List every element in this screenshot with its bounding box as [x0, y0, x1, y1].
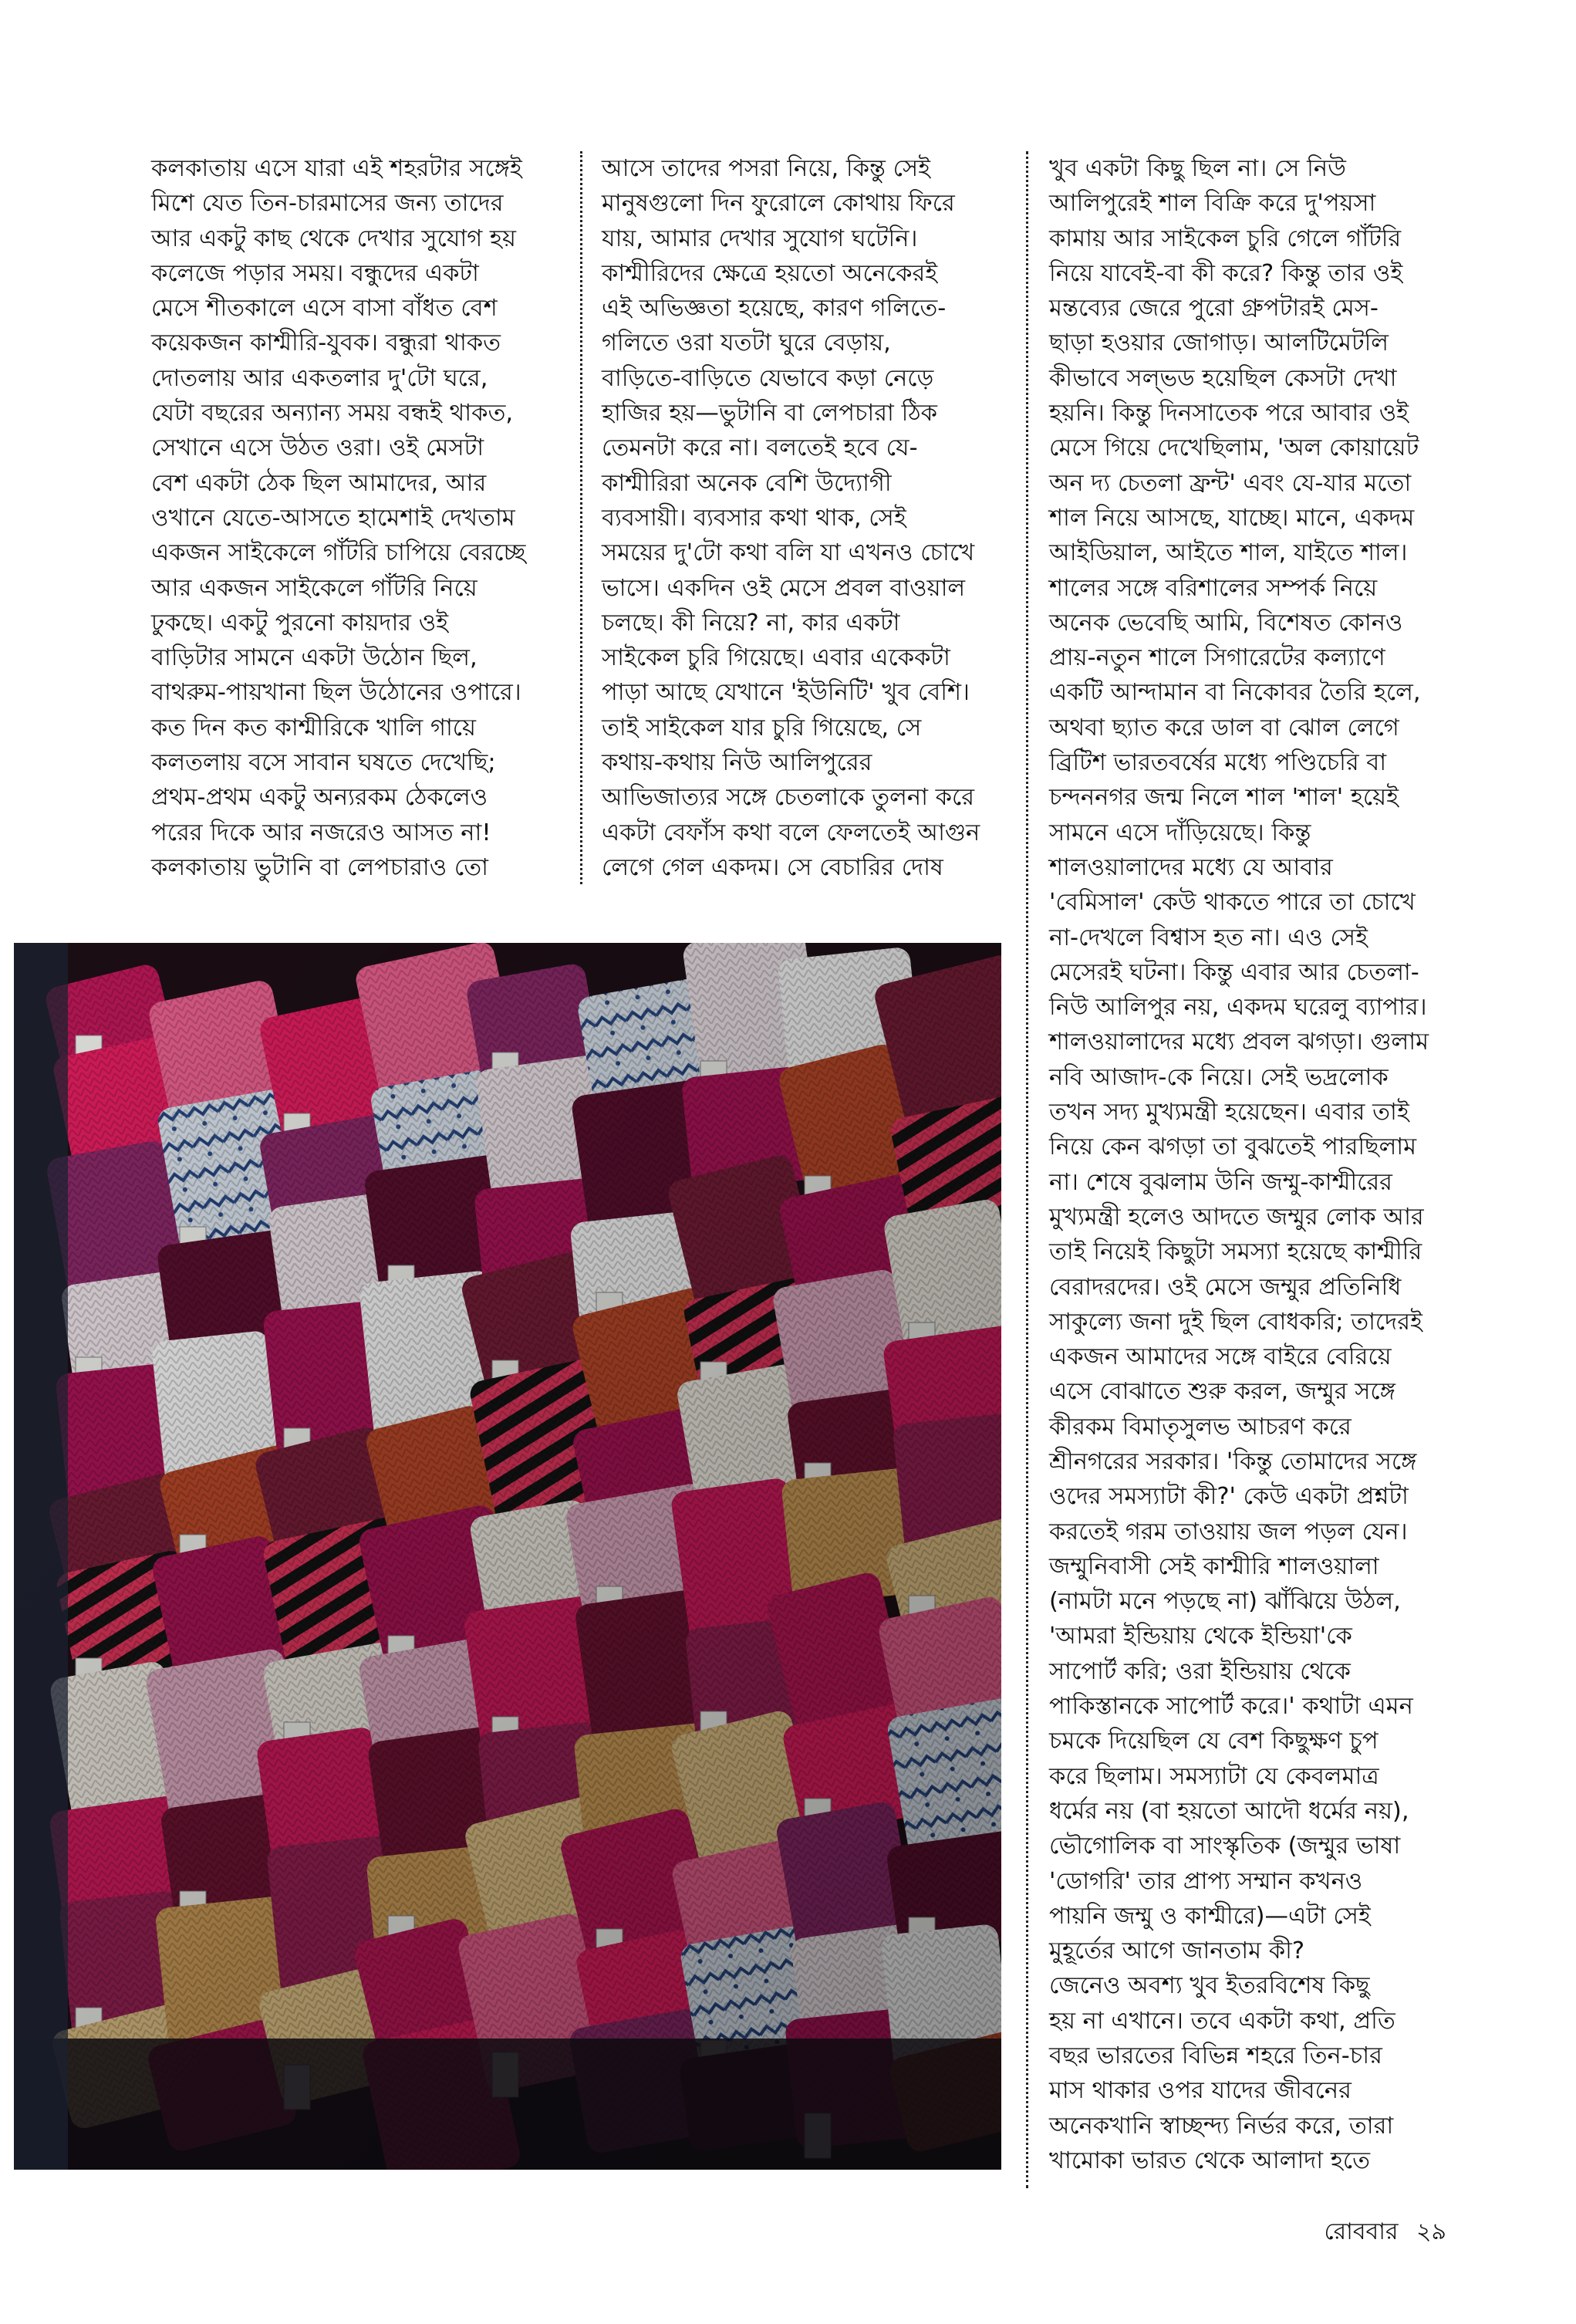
article-line: ওখানে যেতে-আসতে হামেশাই দেখতাম	[151, 504, 515, 532]
article-line: কাশ্মীরিরা অনেক বেশি উদ্যোগী	[602, 469, 892, 497]
article-line: মেসেরই ঘটনা। কিন্তু এবার আর চেতলা-	[1049, 958, 1419, 986]
article-line: গলিতে ওরা যতটা ঘুরে বেড়ায়,	[602, 329, 891, 357]
photo-illustration	[14, 943, 1001, 2170]
article-line: বাথরুম-পায়খানা ছিল উঠোনের ওপারে।	[151, 679, 521, 707]
article-line: নিয়ে যাবেই-বা কী করে? কিন্তু তার ওই	[1049, 259, 1403, 287]
article-line: বেরাদরদের। ওই মেসে জম্মুর প্রতিনিধি	[1049, 1273, 1402, 1301]
article-line: চমকে দিয়েছিল যে বেশ কিছুক্ষণ চুপ	[1049, 1728, 1379, 1755]
article-line: কয়েকজন কাশ্মীরি-যুবক। বন্ধুরা থাকত	[151, 329, 501, 357]
article-line: বাড়িতে-বাড়িতে যেভাবে কড়া নেড়ে	[602, 364, 934, 392]
article-line: করতেই গরম তাওয়ায় জল পড়ল যেন।	[1049, 1518, 1408, 1545]
article-line: শালের সঙ্গে বরিশালের সম্পর্ক নিয়ে	[1049, 574, 1378, 602]
column-divider-1	[580, 151, 582, 884]
article-line: আইডিয়াল, আইতে শাল, যাইতে শাল।	[1049, 539, 1408, 567]
article-line: শালওয়ালাদের মধ্যে প্রবল ঝগড়া। গুলাম	[1049, 1029, 1429, 1056]
article-line: অনেক ভেবেছি আমি, বিশেষত কোনও	[1049, 609, 1403, 637]
article-line: মেসে গিয়ে দেখেছিলাম, 'অল কোয়ায়েট	[1049, 434, 1419, 462]
article-line: কাশ্মীরিদের ক্ষেত্রে হয়তো অনেকেরই	[602, 259, 938, 287]
article-line: সাপোর্ট করি; ওরা ইন্ডিয়ায় থেকে	[1049, 1657, 1351, 1685]
article-line: পাড়া আছে যেখানে 'ইউনিটি' খুব বেশি।	[602, 679, 970, 707]
article-line: 'আমরা ইন্ডিয়ায় থেকে ইন্ডিয়া'কে	[1049, 1623, 1352, 1650]
article-line: পাকিস্তানকে সাপোর্ট করে।' কথাটা এমন	[1049, 1693, 1413, 1721]
article-line: দোতলায় আর একতলার দু'টো ঘরে,	[151, 364, 488, 392]
article-line: কলকাতায় ভুটানি বা লেপচারাও তো	[151, 853, 488, 881]
article-line: সাইকেল চুরি গিয়েছে। এবার একেকটা	[602, 644, 950, 672]
page-footer	[1324, 2213, 1446, 2252]
photo-woolen-garments	[14, 943, 1001, 2170]
article-line: আলিপুরেই শাল বিক্রি করে দু'পয়সা	[1049, 190, 1376, 218]
article-line: সেখানে এসে উঠত ওরা। ওই মেসটা	[151, 434, 484, 462]
article-line: পায়নি জম্মু ও কাশ্মীরে)—এটা সেই	[1049, 1902, 1371, 1930]
article-line: অথবা ছ্যাত করে ডাল বা ঝোল লেগে	[1049, 714, 1399, 741]
article-line: করে ছিলাম। সমস্যাটা যে কেবলমাত্র	[1049, 1762, 1379, 1790]
article-line: আসে তাদের পসরা নিয়ে, কিন্তু সেই	[602, 155, 931, 182]
article-line: শালওয়ালাদের মধ্যে যে আবার	[1049, 853, 1333, 881]
article-line: অনেকখানি স্বাচ্ছন্দ্য নির্ভর করে, তারা	[1049, 2112, 1394, 2140]
article-line: ব্যবসায়ী। ব্যবসার কথা থাক, সেই	[602, 504, 906, 532]
article-line: কলকাতায় এসে যারা এই শহরটার সঙ্গেই	[151, 155, 522, 182]
article-line: এসে বোঝাতে শুরু করল, জম্মুর সঙ্গে	[1049, 1378, 1395, 1406]
article-line: ধর্মের নয় (বা হয়তো আদৌ ধর্মের নয়),	[1049, 1797, 1409, 1825]
article-line: একজন সাইকেলে গাঁটরি চাপিয়ে বেরচ্ছে	[151, 539, 526, 567]
article-line: হয় না এখানে। তবে একটা কথা, প্রতি	[1049, 2007, 1395, 2035]
article-line: একটি আন্দামান বা নিকোবর তৈরি হলে,	[1049, 679, 1421, 707]
article-line: জম্মুনিবাসী সেই কাশ্মীরি শালওয়ালা	[1049, 1552, 1379, 1580]
article-line: কীরকম বিমাতৃসুলভ আচরণ করে	[1049, 1413, 1352, 1441]
article-line: প্রায়-নতুন শালে সিগারেটের কল্যাণে	[1049, 644, 1385, 672]
article-line: ভৌগোলিক বা সাংস্কৃতিক (জম্মুর ভাষা	[1049, 1833, 1401, 1860]
article-line: বাড়িটার সামনে একটা উঠোন ছিল,	[151, 644, 478, 672]
article-column-3	[1049, 151, 1443, 2178]
article-line: ব্রিটিশ ভারতবর্ষের মধ্যে পণ্ডিচেরি বা	[1049, 749, 1387, 777]
article-line: কলতলায় বসে সাবান ঘষতে দেখেছি;	[151, 749, 496, 777]
article-line: শ্রীনগরের সরকার। 'কিন্তু তোমাদের সঙ্গে	[1049, 1447, 1417, 1475]
article-line: জেনেও অবশ্য খুব ইতরবিশেষ কিছু	[1049, 1972, 1370, 2000]
article-column-1	[151, 151, 568, 885]
article-line: হাজির হয়—ভুটানি বা লেপচারা ঠিক	[602, 400, 937, 427]
article-line: মানুষগুলো দিন ফুরোলে কোথায় ফিরে	[602, 190, 955, 218]
article-line: না-দেখলে বিশ্বাস হত না। এও সেই	[1049, 924, 1368, 951]
article-line: (নামটা মনে পড়ছে না) ঝাঁঝিয়ে উঠল,	[1049, 1588, 1401, 1616]
article-line: অন দ্য চেতলা ফ্রন্ট' এবং যে-যার মতো	[1049, 469, 1412, 497]
article-line: পরের দিকে আর নজরেও আসত না!	[151, 819, 491, 846]
article-line: তখন সদ্য মুখ্যমন্ত্রী হয়েছেন। এবার তাই	[1049, 1099, 1409, 1127]
article-line: বছর ভারতের বিভিন্ন শহরে তিন-চার	[1049, 2042, 1382, 2070]
article-line: একটা বেফাঁস কথা বলে ফেলতেই আগুন	[602, 819, 980, 846]
article-line: মেসে শীতকালে এসে বাসা বাঁধত বেশ	[151, 295, 498, 323]
article-line: খুব একটা কিছু ছিল না। সে নিউ	[1049, 155, 1346, 182]
article-line: মন্তব্যের জেরে পুরো গ্রুপটারই মেস-	[1049, 295, 1379, 323]
article-line: মাস থাকার ওপর যাদের জীবনের	[1049, 2077, 1352, 2105]
article-line: কলেজে পড়ার সময়। বন্ধুদের একটা	[151, 259, 479, 287]
article-line: লেগে গেল একদম। সে বেচারির দোষ	[602, 853, 943, 881]
article-line: একজন আমাদের সঙ্গে বাইরে বেরিয়ে	[1049, 1343, 1392, 1371]
article-line: কামায় আর সাইকেল চুরি গেলে গাঁটরি	[1049, 225, 1402, 252]
magazine-name: রোববার	[1324, 2218, 1399, 2245]
article-line: আর একটু কাছ থেকে দেখার সুযোগ হয়	[151, 225, 516, 252]
article-line: খামোকা ভারত থেকে আলাদা হতে	[1049, 2147, 1371, 2174]
article-line: ওদের সমস্যাটা কী?' কেউ একটা প্রশ্নটা	[1049, 1483, 1409, 1511]
article-line: নিউ আলিপুর নয়, একদম ঘরেলু ব্যাপার।	[1049, 994, 1427, 1022]
article-line: না। শেষে বুঝলাম উনি জম্মু-কাশ্মীরের	[1049, 1168, 1392, 1196]
article-line: কীভাবে সল্‌ভড হয়েছিল কেসটা দেখা	[1049, 364, 1397, 392]
article-line: যায়, আমার দেখার সুযোগ ঘটেনি।	[602, 225, 918, 252]
article-line: আর একজন সাইকেলে গাঁটরি নিয়ে	[151, 574, 478, 602]
article-column-2	[602, 151, 1003, 885]
article-line: তেমনটা করে না। বলতেই হবে যে-	[602, 434, 918, 462]
article-line: যেটা বছরের অন্যান্য সময় বন্ধই থাকত,	[151, 400, 514, 427]
article-line: সাকুল্যে জনা দুই ছিল বোধকরি; তাদেরই	[1049, 1308, 1422, 1336]
article-line: 'ডোগরি' তার প্রাপ্য সম্মান কখনও	[1049, 1867, 1363, 1895]
article-line: প্রথম-প্রথম একটু অন্যরকম ঠেকলেও	[151, 784, 488, 812]
article-line: কথায়-কথায় নিউ আলিপুরের	[602, 749, 872, 777]
article-line: ভাসে। একদিন ওই মেসে প্রবল বাওয়াল	[602, 574, 966, 602]
page-number: ২৯	[1416, 2218, 1446, 2245]
article-line: ছাড়া হওয়ার জোগাড়। আলটিমেটলি	[1049, 329, 1389, 357]
article-line: ঢুকছে। একটু পুরনো কায়দার ওই	[151, 609, 449, 637]
article-line: মুখ্যমন্ত্রী হলেও আদতে জম্মুর লোক আর	[1049, 1203, 1424, 1231]
article-line: তাই নিয়েই কিছুটা সমস্যা হয়েছে কাশ্মীরি	[1049, 1238, 1422, 1266]
article-line: এই অভিজ্ঞতা হয়েছে, কারণ গলিতে-	[602, 295, 947, 323]
article-line: কত দিন কত কাশ্মীরিকে খালি গায়ে	[151, 714, 477, 741]
article-line: 'বেমিসাল' কেউ থাকতে পারে তা চোখে	[1049, 889, 1416, 917]
article-line: মুহূর্তের আগে জানতাম কী?	[1049, 1937, 1305, 1965]
article-line: চলছে। কী নিয়ে? না, কার একটা	[602, 609, 900, 637]
article-line: নবি আজাদ-কে নিয়ে। সেই ভদ্রলোক	[1049, 1063, 1389, 1091]
article-line: শাল নিয়ে আসছে, যাচ্ছে। মানে, একদম	[1049, 504, 1415, 532]
article-line: তাই সাইকেল যার চুরি গিয়েছে, সে	[602, 714, 922, 741]
article-line: বেশ একটা ঠেক ছিল আমাদের, আর	[151, 469, 487, 497]
article-line: আভিজাত্যর সঙ্গে চেতলাকে তুলনা করে	[602, 784, 974, 812]
article-line: মিশে যেত তিন-চারমাসের জন্য তাদের	[151, 190, 504, 218]
article-line: হয়নি। কিন্তু দিনসাতেক পরে আবার ওই	[1049, 400, 1409, 427]
article-line: সামনে এসে দাঁড়িয়েছে। কিন্তু	[1049, 819, 1311, 846]
column-divider-2	[1026, 151, 1028, 2188]
article-line: নিয়ে কেন ঝগড়া তা বুঝতেই পারছিলাম	[1049, 1133, 1417, 1161]
article-line: চন্দননগর জন্ম নিলে শাল 'শাল' হয়েই	[1049, 784, 1399, 812]
article-line: সময়ের দু'টো কথা বলি যা এখনও চোখে	[602, 539, 975, 567]
